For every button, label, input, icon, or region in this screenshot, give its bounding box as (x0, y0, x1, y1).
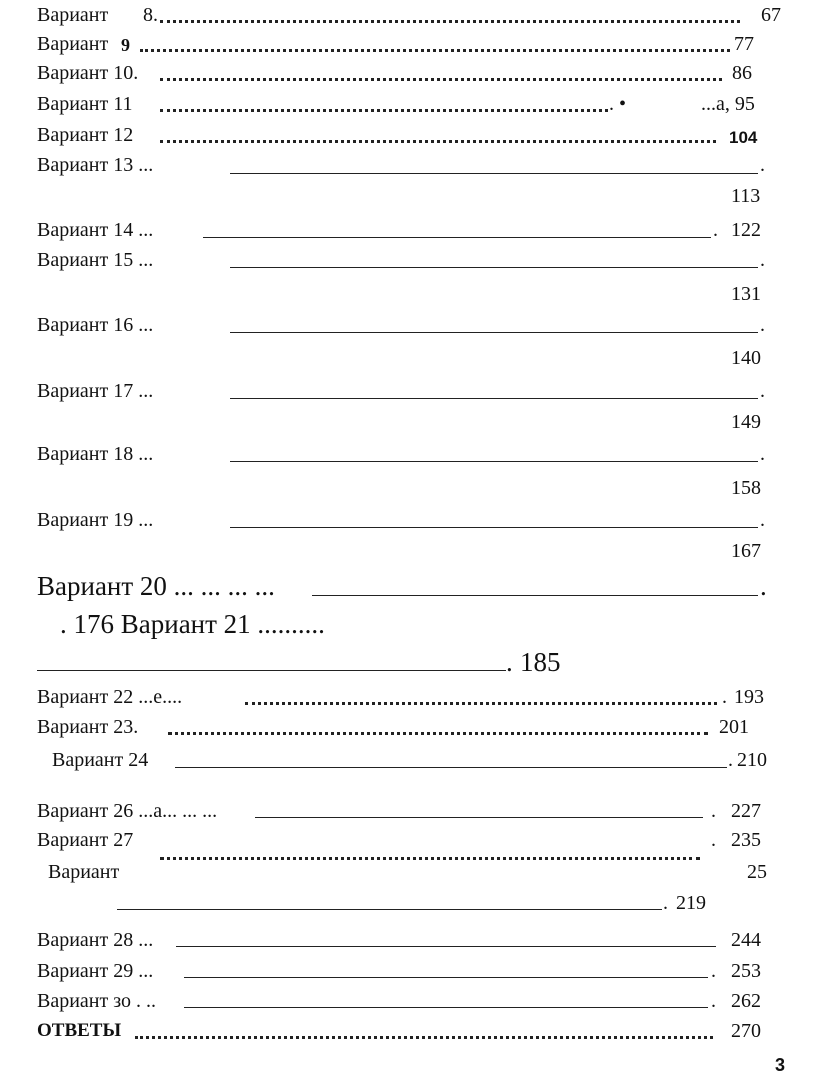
toc-label: Вариант 27 (37, 829, 134, 851)
toc-label: Вариант 11 (37, 93, 133, 115)
toc-page-number-dot: . (506, 647, 513, 677)
toc-leader (230, 527, 758, 528)
toc-page-number-dot: . (711, 960, 716, 982)
toc-leader (37, 670, 506, 671)
toc-label: Вариант 18 ... (37, 443, 154, 465)
toc-page-number: 77 (734, 33, 754, 55)
toc-leader (160, 109, 608, 112)
page-number: 3 (775, 1055, 786, 1075)
toc-page-number: 104 (729, 128, 758, 147)
toc-page-number-dot: . (663, 892, 668, 914)
toc-label: Вариант 29 ... (37, 960, 154, 982)
toc-page-number: 158 (731, 477, 761, 499)
toc-leader (203, 237, 711, 238)
toc-leader (140, 49, 730, 52)
toc-label: Вариант 23. (37, 716, 139, 738)
toc-leader (175, 767, 727, 768)
toc-label: Вариант 26 ...а... ... ... (37, 800, 218, 822)
toc-label: Вариант 14 ... (37, 219, 154, 241)
toc-leader (230, 267, 758, 268)
toc-page-number: 253 (731, 960, 761, 982)
toc-label: Вариант 15 ... (37, 249, 154, 271)
toc-label: Вариант зо . .. (37, 990, 157, 1012)
toc-label-large: . 176 Вариант 21 .......... (60, 609, 325, 639)
toc-page-number-dot: . (711, 829, 716, 851)
toc-variant-number: 25 (747, 861, 767, 883)
toc-leader-end: . (760, 154, 765, 176)
toc-page-number: 167 (731, 540, 761, 562)
toc-label: Вариант 22 ...е.... (37, 686, 183, 708)
toc-leader (312, 595, 758, 596)
toc-page-number: 201 (719, 716, 749, 738)
toc-page-number: 67 (761, 4, 781, 26)
toc-leader-end: . (760, 509, 765, 531)
toc-page-number: 270 (731, 1020, 761, 1042)
toc-leader (230, 332, 758, 333)
toc-leader (230, 173, 758, 174)
toc-page-number: 131 (731, 283, 761, 305)
toc-page-number: 113 (731, 185, 761, 207)
toc-leader (135, 1036, 713, 1039)
toc-page-number: 122 (731, 219, 761, 241)
toc-label: Вариант 12 (37, 124, 134, 146)
toc-label: Вариант 19 ... (37, 509, 154, 531)
toc-answers-label: ОТВЕТЫ (37, 1020, 122, 1041)
toc-label: Вариант 10. (37, 62, 139, 84)
toc-leader (160, 140, 716, 143)
toc-page-number-dot: . (713, 219, 718, 241)
toc-label: Вариант (48, 861, 120, 883)
toc-label: Вариант 28 ... (37, 929, 154, 951)
toc-page-number: 185 (520, 647, 561, 677)
toc-label: Вариант (37, 4, 109, 26)
toc-leader (245, 702, 717, 705)
toc-leader (168, 732, 708, 735)
toc-label: Вариант 24 (52, 749, 149, 771)
toc-label: Вариант 16 ... (37, 314, 154, 336)
toc-label: Вариант (37, 33, 109, 55)
toc-page-number-dot: . (728, 749, 733, 771)
toc-leader-end: . (760, 314, 765, 336)
toc-page-number-dot: . (722, 686, 727, 708)
toc-label-large: Вариант 20 ... ... ... ... (37, 571, 275, 601)
toc-page-number: 193 (734, 686, 764, 708)
toc-page-number: 244 (731, 929, 761, 951)
toc-leader (184, 977, 708, 978)
toc-page-number: 262 (731, 990, 761, 1012)
toc-leader (160, 857, 700, 860)
toc-page-number: 140 (731, 347, 761, 369)
toc-page-number: 86 (732, 62, 752, 84)
toc-label: Вариант 13 ... (37, 154, 154, 176)
toc-leader (230, 398, 758, 399)
toc-leader (117, 909, 662, 910)
toc-page-number: 235 (731, 829, 761, 851)
toc-page-number: 219 (676, 892, 706, 914)
toc-leader-end: . (760, 380, 765, 402)
toc-leader (176, 946, 716, 947)
toc-variant-number: 9 (121, 35, 130, 55)
toc-leader (160, 78, 722, 81)
toc-page-number: 227 (731, 800, 761, 822)
toc-leader (160, 20, 740, 23)
toc-page-number: ...а, 95 (701, 93, 755, 115)
toc-page-number: 149 (731, 411, 761, 433)
toc-page-number-dot: . (711, 990, 716, 1012)
toc-mark: . • (609, 93, 627, 115)
toc-leader-end: . (760, 443, 765, 465)
toc-label: Вариант 17 ... (37, 380, 154, 402)
toc-leader-end: . (760, 249, 765, 271)
toc-leader-end: . (760, 571, 767, 601)
toc-leader (184, 1007, 708, 1008)
toc-leader (255, 817, 703, 818)
toc-page-number-dot: . (711, 800, 716, 822)
toc-page-number: 210 (737, 749, 767, 771)
toc-leader (230, 461, 758, 462)
toc-variant-number: 8. (143, 4, 158, 26)
